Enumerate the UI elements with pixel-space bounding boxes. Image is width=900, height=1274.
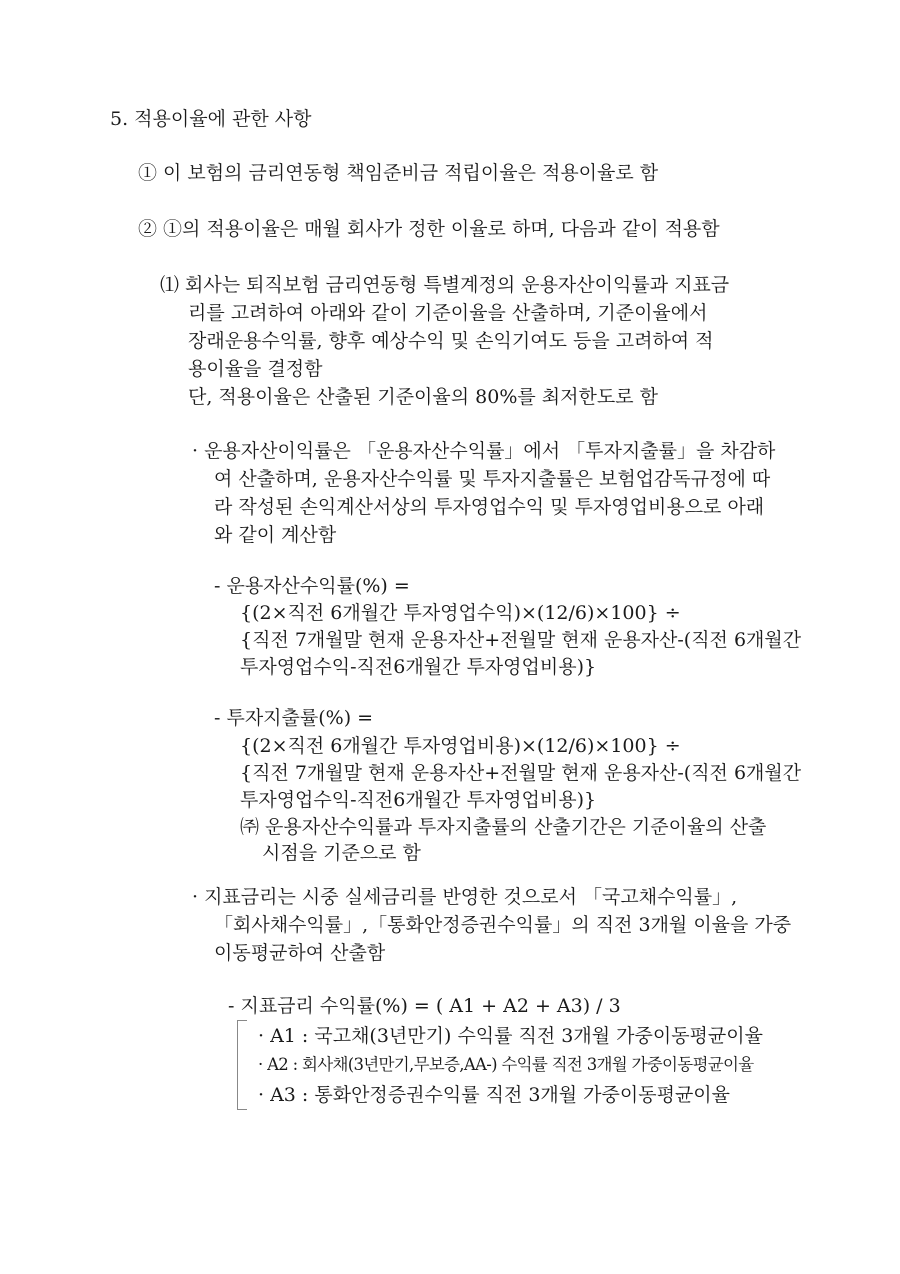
bullet-1-line: 여 산출하며, 운용자산수익률 및 투자지출률은 보험업감독규정에 따	[214, 468, 771, 490]
bullet-1-line: 와 같이 계산함	[214, 524, 337, 546]
sub-item-1-line: 용이율을 결정함	[188, 358, 323, 380]
bullet-2-line: · 지표금리는 시중 실세금리를 반영한 것으로서 「국고채수익률」,	[192, 886, 738, 908]
formula-2-line: {직전 7개월말 현재 운용자산+전월말 현재 운용자산-(직전 6개월간	[240, 762, 802, 784]
formula-3-item: · A1 : 국고채(3년만기) 수익률 직전 3개월 가중이동평균이율	[258, 1025, 763, 1047]
item-1: ① 이 보험의 금리연동형 책임준비금 적립이율은 적용이율로 함	[138, 162, 659, 184]
formula-3-item: · A3 : 통화안정증권수익률 직전 3개월 가중이동평균이율	[258, 1084, 731, 1106]
formula-3-line: - 지표금리 수익률(%) = ( A1 + A2 + A3) / 3	[228, 995, 621, 1017]
formula-2-note: 시점을 기준으로 함	[262, 842, 421, 864]
formula-2-note: ㈜ 운용자산수익률과 투자지출률의 산출기간은 기준이율의 산출	[240, 816, 767, 838]
bullet-1-line: · 운용자산이익률은 「운용자산수익률」에서 「투자지출률」을 차감하	[192, 440, 776, 462]
formula-1-line: - 운용자산수익률(%) =	[214, 575, 410, 597]
item-2: ② ①의 적용이율은 매월 회사가 정한 이율로 하며, 다음과 같이 적용함	[138, 218, 720, 240]
formula-2-line: - 투자지출률(%) =	[214, 707, 374, 729]
section-heading: 5. 적용이율에 관한 사항	[110, 108, 312, 130]
sub-item-1-line: ⑴ 회사는 퇴직보험 금리연동형 특별계정의 운용자산이익률과 지표금	[160, 274, 730, 296]
formula-1-line: 투자영업수익-직전6개월간 투자영업비용)}	[240, 656, 597, 678]
bullet-2-line: 이동평균하여 산출함	[214, 942, 386, 964]
sub-item-1-line: 단, 적용이율은 산출된 기준이율의 80%를 최저한도로 함	[188, 386, 658, 408]
formula-2-line: 투자영업수익-직전6개월간 투자영업비용)}	[240, 789, 597, 811]
formula-1-line: {(2×직전 6개월간 투자영업수익)×(12/6)×100} ÷	[240, 602, 681, 624]
bullet-2-line: 「회사채수익률」,「통화안정증권수익률」의 직전 3개월 이율을 가중	[214, 914, 792, 936]
formula-2-line: {(2×직전 6개월간 투자영업비용)×(12/6)×100} ÷	[240, 735, 681, 757]
formula-1-line: {직전 7개월말 현재 운용자산+전월말 현재 운용자산-(직전 6개월간	[240, 629, 802, 651]
sub-item-1-line: 리를 고려하여 아래와 같이 기준이율을 산출하며, 기준이율에서	[188, 302, 708, 324]
bracket	[237, 1020, 247, 1110]
bullet-1-line: 라 작성된 손익계산서상의 투자영업수익 및 투자영업비용으로 아래	[214, 496, 765, 518]
formula-3-item: · A2 : 회사채(3년만기,무보증,AA-) 수익률 직전 3개월 가중이동평균이율	[258, 1055, 754, 1074]
sub-item-1-line: 장래운용수익률, 향후 예상수익 및 손익기여도 등을 고려하여 적	[188, 330, 714, 352]
